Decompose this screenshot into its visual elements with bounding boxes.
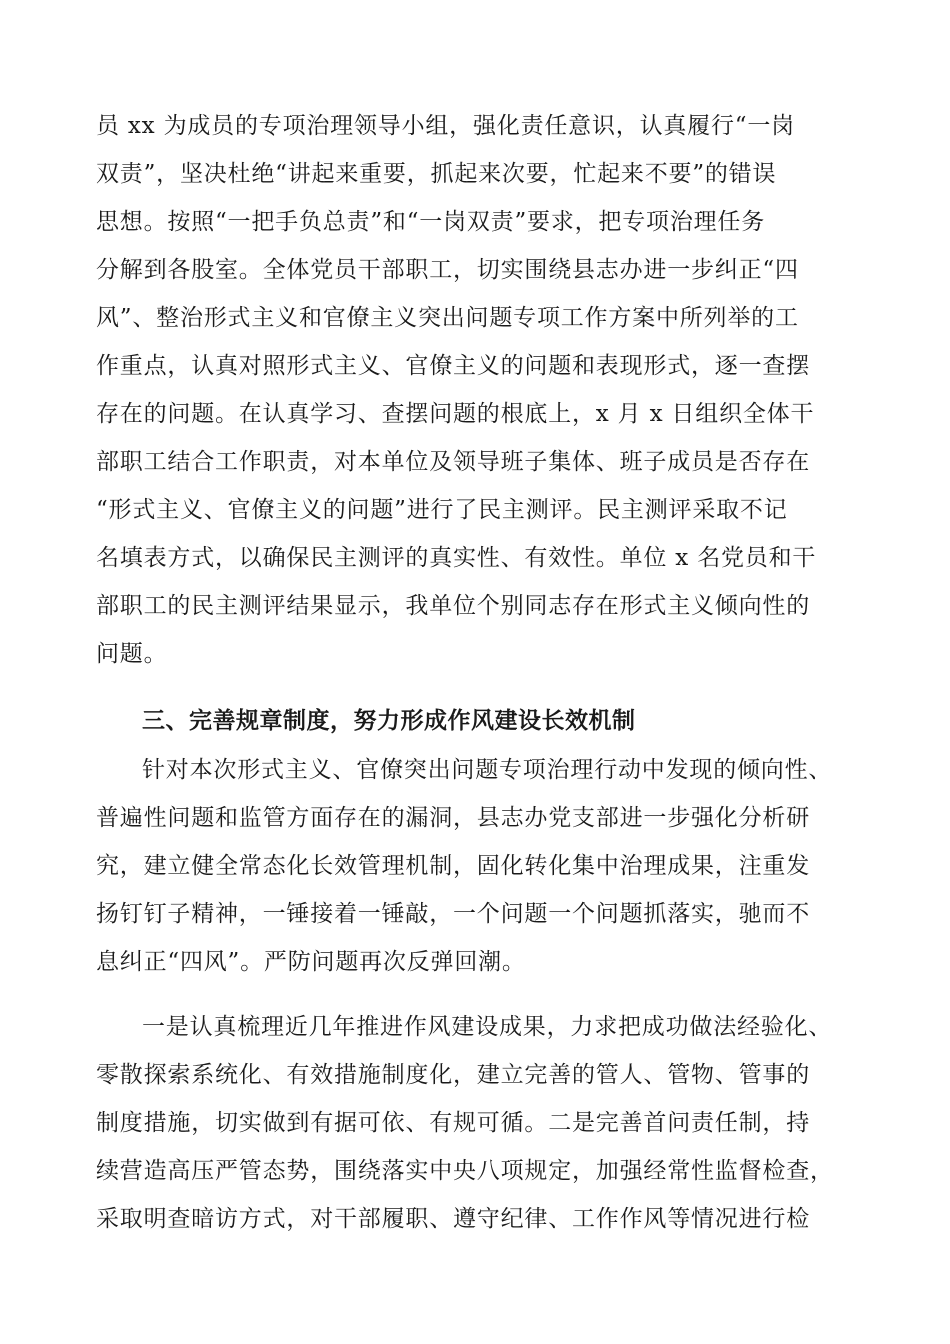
- paragraph-line: 作重点，认真对照形式主义、官僚主义的问题和表现形式，逐一查摆: [96, 353, 810, 379]
- paragraph-line: 部职工的民主测评结果显示，我单位个别同志存在形式主义倾向性的: [96, 593, 810, 619]
- section-heading: 三、完善规章制度，努力形成作风建设长效机制: [142, 708, 636, 734]
- paragraph-line: 一是认真梳理近几年推进作风建设成果，力求把成功做法经验化、: [142, 1014, 833, 1040]
- paragraph-line: 普遍性问题和监管方面存在的漏洞，县志办党支部进一步强化分析研: [96, 805, 810, 831]
- paragraph-line: 分解到各股室。全体党员干部职工，切实围绕县志办进一步纠正“四: [96, 257, 799, 283]
- paragraph-line: 针对本次形式主义、官僚突出问题专项治理行动中发现的倾向性、: [142, 757, 833, 783]
- paragraph-line: 双责”，坚决杜绝“讲起来重要，抓起来次要，忙起来不要”的错误: [96, 161, 777, 187]
- paragraph-line: 问题。: [96, 641, 168, 667]
- paragraph-line: 思想。按照“一把手负总责”和“一岗双责”要求，把专项治理任务: [96, 209, 766, 235]
- paragraph-line: 究，建立健全常态化长效管理机制，固化转化集中治理成果，注重发: [96, 853, 810, 879]
- paragraph-line: 员 xx 为成员的专项治理领导小组，强化责任意识，认真履行“一岗: [96, 113, 795, 139]
- paragraph-line: 名填表方式，以确保民主测评的真实性、有效性。单位 x 名党员和干: [96, 545, 817, 571]
- paragraph-line: 存在的问题。在认真学习、查摆问题的根底上，x 月 x 日组织全体干: [96, 401, 815, 427]
- paragraph-line: 息纠正“四风”。严防问题再次反弹回潮。: [96, 949, 526, 975]
- paragraph-line: 制度措施，切实做到有据可依、有规可循。二是完善首问责任制，持: [96, 1110, 810, 1136]
- paragraph-line: 风”、整治形式主义和官僚主义突出问题专项工作方案中所列举的工: [96, 305, 799, 331]
- paragraph-line: “形式主义、官僚主义的问题”进行了民主测评。民主测评采取不记: [96, 497, 788, 523]
- paragraph-line: 部职工结合工作职责，对本单位及领导班子集体、班子成员是否存在: [96, 449, 810, 475]
- paragraph-line: 零散探索系统化、有效措施制度化，建立完善的管人、管物、管事的: [96, 1062, 810, 1088]
- paragraph-line: 采取明查暗访方式，对干部履职、遵守纪律、工作作风等情况进行检: [96, 1206, 810, 1232]
- paragraph-line: 扬钉钉子精神，一锤接着一锤敲，一个问题一个问题抓落实，驰而不: [96, 901, 810, 927]
- paragraph-line: 续营造高压严管态势，围绕落实中央八项规定，加强经常性监督检查，: [96, 1158, 834, 1184]
